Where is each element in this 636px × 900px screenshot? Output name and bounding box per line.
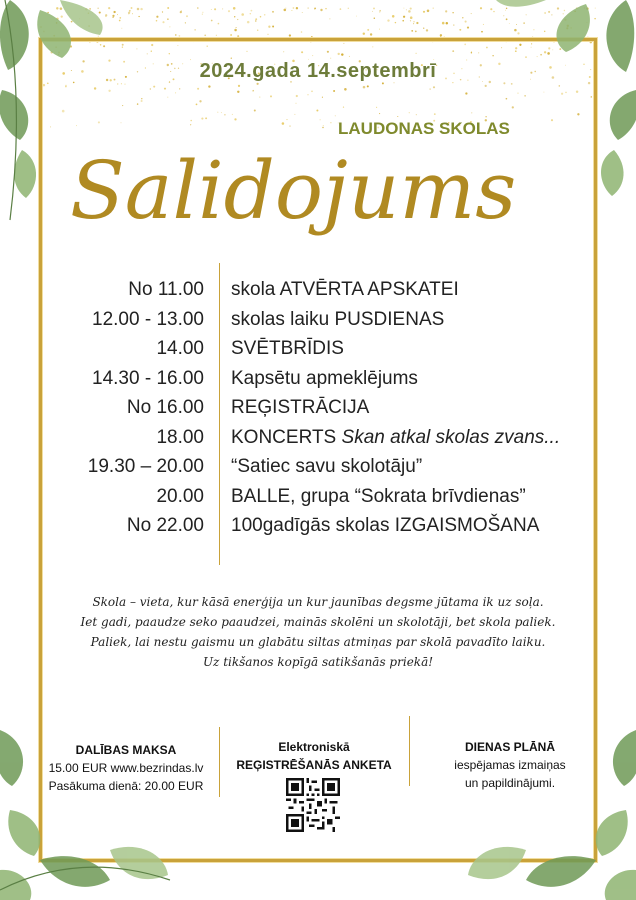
glitter-dot [285,8,286,9]
schedule-row [0,515,636,545]
glitter-dot [410,8,412,10]
glitter-dot [167,18,169,20]
glitter-dot [197,7,199,9]
glitter-dot [413,21,415,23]
glitter-dot [395,22,396,23]
glitter-dot [264,14,266,16]
glitter-dot [156,16,158,18]
schedule-event: 100gadīgās skolas IZGAISMOŠANA [231,515,540,536]
glitter-dot [251,10,253,12]
quote-line: Iet gadi, paaudze seko paaudzei, mainās skolēni un skolotāji, bet skola paliek. [80,615,556,629]
glitter-dot [162,21,164,23]
glitter-dot [363,32,365,34]
glitter-dot [241,13,244,16]
glitter-dot [272,11,274,13]
plan-line: iespējamas izmaiņas [454,758,566,772]
glitter-dot [167,7,169,9]
schedule-time: 12.00 - 13.00 [92,309,204,330]
glitter-dot [320,9,322,11]
glitter-dot [410,20,411,21]
schedule-event: REĢISTRĀCIJA [231,397,370,418]
quote-line: Paliek, lai nestu gaismu un glabātu siltas atmiņas par skolā pavadīto laiku. [90,635,546,649]
glitter-dot [233,7,236,10]
glitter-dot [186,15,188,17]
leaf-bottom-right-decoration [466,700,636,900]
registration-line: Elektroniskā [278,740,350,754]
schedule-row [0,397,636,427]
glitter-dot [348,8,349,9]
glitter-dot [374,17,375,18]
schedule-time: 14.30 - 16.00 [92,368,204,389]
glitter-dot [379,11,380,12]
glitter-dot [237,19,238,20]
glitter-dot [234,16,235,17]
glitter-dot [137,8,140,11]
glitter-dot [426,29,428,31]
svg-text:Salidojums: Salidojums [70,144,517,237]
registration-qr-code[interactable] [286,778,340,832]
glitter-dot [230,34,232,36]
schedule-row [0,338,636,368]
glitter-dot [218,23,220,25]
schedule-event-text: KONCERTS [231,427,342,448]
event-title [64,120,517,255]
quote-block [0,592,636,672]
glitter-dot [440,34,442,36]
glitter-dot [222,8,223,9]
glitter-dot [442,22,445,25]
glitter-dot [185,22,186,23]
schedule-event [231,427,560,449]
glitter-dot [480,7,482,9]
glitter-dot [370,33,372,35]
glitter-dot [214,8,216,10]
glitter-dot [291,10,292,11]
glitter-dot [402,20,404,22]
glitter-dot [467,27,469,29]
schedule-event-italic: Skan atkal skolas zvans... [341,427,561,448]
glitter-dot [175,34,176,35]
schedule-time: 18.00 [156,427,204,448]
schedule-event: SVĒTBRĪDIS [231,338,344,359]
plan-heading: DIENAS PLĀNĀ [464,740,555,754]
schedule-time: No 22.00 [126,515,204,536]
glitter-dot [410,16,413,19]
glitter-dot [260,16,262,18]
glitter-dot [445,10,447,12]
glitter-dot [179,35,181,37]
glitter-dot [250,13,251,14]
glitter-dot [228,10,230,12]
glitter-dot [302,12,303,13]
glitter-dot [293,7,295,9]
glitter-dot [325,8,327,10]
fee-line: Pasākuma dienā: 20.00 EUR [48,779,204,793]
glitter-dot [462,17,463,18]
glitter-dot [459,29,461,31]
glitter-dot [132,13,133,14]
glitter-dot [373,7,375,9]
glitter-dot [423,28,424,29]
glitter-dot [255,20,256,21]
schedule-event: “Satiec savu skolotāju” [231,456,423,477]
glitter-dot [202,12,203,13]
glitter-dot [403,16,405,18]
schedule-row [0,486,636,516]
glitter-dot [356,16,357,17]
schedule-time: No 16.00 [126,397,204,418]
schedule-event: Kapsētu apmeklējums [231,368,418,389]
glitter-dot [169,26,170,27]
leaf-bottom-left-decoration [0,690,170,900]
glitter-dot [314,7,316,9]
schedule-row [0,279,636,309]
glitter-dot [257,30,258,31]
schedule-time: No 11.00 [128,279,204,300]
glitter-dot [289,34,291,36]
glitter-dot [156,20,158,22]
glitter-dot [255,18,257,20]
glitter-dot [308,8,309,9]
plan-info [412,738,608,792]
schedule-event: BALLE, grupa “Sokrata brīvdienas” [231,486,526,507]
glitter-dot [406,10,407,11]
glitter-dot [453,24,454,25]
glitter-dot [379,10,381,12]
schedule-row [0,456,636,486]
schedule-row [0,427,636,457]
glitter-dot [138,16,139,17]
glitter-dot [481,31,483,33]
glitter-dot [372,11,373,12]
footer-divider [219,727,220,797]
glitter-dot [247,21,250,24]
schedule-row [0,368,636,398]
plan-line: un papildinājumi. [464,776,556,790]
registration-line: REĢISTRĒŠANĀS ANKETA [236,758,392,772]
school-name: LAUDONAS SKOLAS [338,119,510,138]
schedule-event: skolas laiku PUSDIENAS [231,309,445,330]
glitter-dot [140,8,142,10]
glitter-dot [483,24,484,25]
glitter-dot [340,8,342,10]
glitter-dot [367,29,369,31]
event-date: 2024.gada 14.septembrī [199,60,437,82]
glitter-dot [408,10,411,13]
glitter-dot [423,11,425,13]
glitter-dot [296,7,298,9]
fee-line: 15.00 EUR www.bezrindas.lv [48,761,204,775]
glitter-dot [379,29,380,30]
glitter-dot [180,11,182,13]
glitter-dot [211,9,212,10]
glitter-dot [446,22,448,24]
schedule-row [0,309,636,339]
glitter-dot [131,7,133,9]
glitter-dot [216,35,217,36]
glitter-dot [267,34,268,35]
glitter-dot [427,10,430,13]
glitter-dot [452,12,453,13]
fee-heading: DALĪBAS MAKSA [75,743,177,757]
glitter-dot [471,13,472,14]
glitter-dot [234,29,237,32]
schedule-time: 19.30 – 20.00 [87,456,204,477]
glitter-dot [268,26,270,28]
glitter-dot [465,21,467,23]
glitter-dot [416,22,418,24]
quote-line: Skola – vieta, kur kāsā enerģija un kur jaunības degsme jūtama ik uz soļa. [92,595,544,609]
fee-info [28,741,224,795]
glitter-dot [211,20,213,22]
glitter-dot [301,31,303,33]
glitter-dot [413,23,414,24]
schedule-time: 14.00 [156,338,204,359]
glitter-dot [162,11,163,12]
glitter-dot [237,35,239,37]
schedule-event: skola ATVĒRTA APSKATEI [231,279,459,300]
quote-line: Uz tikšanos kopīgā satikšanās priekā! [202,655,434,669]
registration-info [224,738,404,774]
glitter-dot [392,15,395,18]
glitter-dot [272,26,274,28]
glitter-dot [194,29,195,30]
footer-divider [409,716,410,786]
glitter-dot [433,7,434,8]
glitter-dot [204,34,206,36]
glitter-dot [403,8,404,9]
glitter-dot [387,19,389,21]
glitter-dot [236,27,237,28]
glitter-dot [411,30,413,32]
glitter-dot [202,14,203,15]
glitter-dot [329,18,330,19]
glitter-dot [415,30,417,32]
schedule-time: 20.00 [156,486,204,507]
glitter-dot [284,9,287,12]
